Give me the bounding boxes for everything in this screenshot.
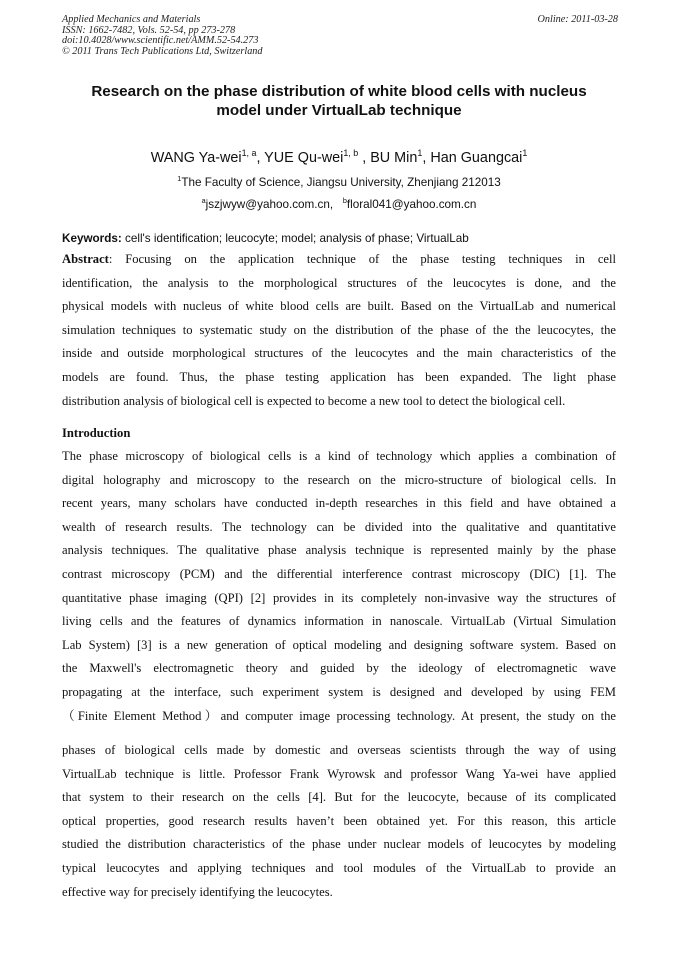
- email-a: jszjwyw@yahoo.com.cn,: [205, 198, 334, 211]
- body-line: optical properties, good research results haven’t been obtained yet. For this reason, this article: [62, 813, 616, 828]
- doi-line: doi:10.4028/www.scientific.net/AMM.52-54.273: [62, 35, 259, 46]
- body-line: quantitative phase imaging (QPI) [2] provides in its completely non-invasive way the structures of: [62, 590, 616, 605]
- email-b: floral041@yahoo.com.cn: [346, 198, 477, 211]
- body-line: digital holography and microscopy to the research on the micro-structure of biological cells. In: [62, 472, 616, 487]
- abstract-line-1-text: : Focusing on the application technique of the phase testing techniques in cell: [108, 252, 616, 266]
- email-a-marker: a: [201, 196, 206, 206]
- author-2-affil: 1, b: [343, 148, 359, 159]
- author-4: , Han Guangcai: [422, 150, 523, 166]
- body-line: VirtualLab technique is little. Professor Frank Wyrowsk and professor Wang Ya-wei have applied: [62, 766, 616, 781]
- abstract-line-1: [62, 251, 616, 275]
- introduction-paragraph-part-1: [62, 448, 616, 731]
- affiliation-text: The Faculty of Science, Jiangsu University, Zhenjiang 212013: [181, 176, 501, 189]
- body-line: analysis techniques. The qualitative phase analysis technique is represented mainly by the phase: [62, 543, 616, 558]
- affiliation-marker: 1: [177, 174, 182, 184]
- abstract-line: simulation techniques to systematic study on the distribution of the phase of the the leucocytes, the: [62, 322, 616, 337]
- affiliation: [62, 176, 616, 190]
- author-4-affil: 1: [522, 148, 528, 159]
- abstract-line: identification, the analysis to the morphological structures of the leucocytes is done, and the: [62, 275, 616, 290]
- body-line: wealth of research results. The technology can be divided into the qualitative and quantitative: [62, 519, 616, 534]
- body-line: contrast microscopy (PCM) and the differential interference contrast microscopy (DIC) [1]. The: [62, 566, 616, 581]
- author-3-affil: 1: [417, 148, 423, 159]
- author-2: , YUE Qu-wei: [256, 150, 344, 166]
- body-line: Lab System) [3] is a new generation of optical modeling and designing software system. Based on: [62, 637, 616, 652]
- abstract-label: Abstract: [62, 252, 109, 266]
- body-line: living cells and the features of dynamics information in nanoscale. VirtualLab (Virtual Simulation: [62, 614, 616, 629]
- journal-header: [62, 15, 618, 57]
- issn-line: ISSN: 1662-7482, Vols. 52-54, pp 273-278: [62, 24, 236, 36]
- author-3: , BU Min: [358, 150, 418, 166]
- abstract-line: inside and outside morphological structures of the leucocytes and the main characteristics of the: [62, 346, 616, 361]
- keywords-label: Keywords:: [62, 232, 122, 245]
- author-list: [62, 150, 616, 167]
- body-line: the Maxwell's electromagnetic theory and guided by the ideology of electromagnetic wave: [62, 661, 616, 676]
- paper-title: [62, 82, 616, 120]
- email-b-marker: b: [342, 196, 347, 206]
- body-line: typical leucocytes and applying techniques and tool modules of the VirtualLab to provide an: [62, 860, 616, 875]
- body-line: recent years, many scholars have conducted in-depth researches in this field and have obtained a: [62, 496, 616, 511]
- keywords: [62, 232, 616, 246]
- author-emails: [62, 198, 616, 212]
- title-line-1: Research on the phase distribution of white blood cells with nucleus: [91, 83, 587, 100]
- abstract: [62, 251, 616, 416]
- copyright-line: © 2011 Trans Tech Publications Ltd, Switzerland: [62, 45, 263, 57]
- author-1-affil: 1, a: [241, 148, 257, 159]
- keywords-text: cell's identification; leucocyte; model; analysis of phase; VirtualLab: [121, 232, 469, 245]
- introduction-paragraph-part-2: [62, 742, 616, 907]
- abstract-line: physical models with nucleus of white blood cells are built. Based on the VirtualLab and numerical: [62, 299, 616, 314]
- section-heading-introduction: Introduction: [62, 426, 131, 440]
- body-line: that system to their research on the cells [4]. But for the leucocyte, because of its complicated: [62, 790, 616, 805]
- abstract-line: models are found. Thus, the phase testing application has been expanded. The light phase: [62, 369, 616, 384]
- body-line: effective way for precisely identifying the leucocytes.: [62, 884, 333, 899]
- body-line: The phase microscopy of biological cells is a kind of technology which applies a combination of: [62, 449, 616, 463]
- author-1: WANG Ya-wei: [150, 150, 242, 166]
- abstract-line: distribution analysis of biological cell is expected to become a new tool to detect the biological cell.: [62, 393, 566, 408]
- online-date: Online: 2011-03-28: [537, 14, 618, 25]
- body-line: phases of biological cells made by domestic and overseas scientists through the way of using: [62, 743, 616, 757]
- journal-name: Applied Mechanics and Materials: [62, 14, 201, 25]
- body-line: propagating at the interface, such experiment system is designed and developed by using FEM: [62, 684, 616, 699]
- body-line: （Finite Element Method）and computer image processing technology. At present, the study on the: [62, 708, 616, 723]
- title-line-2: model under VirtualLab technique: [216, 102, 462, 119]
- body-line: studied the distribution characteristics of the phase under nuclear models of leucocytes by modeling: [62, 837, 616, 852]
